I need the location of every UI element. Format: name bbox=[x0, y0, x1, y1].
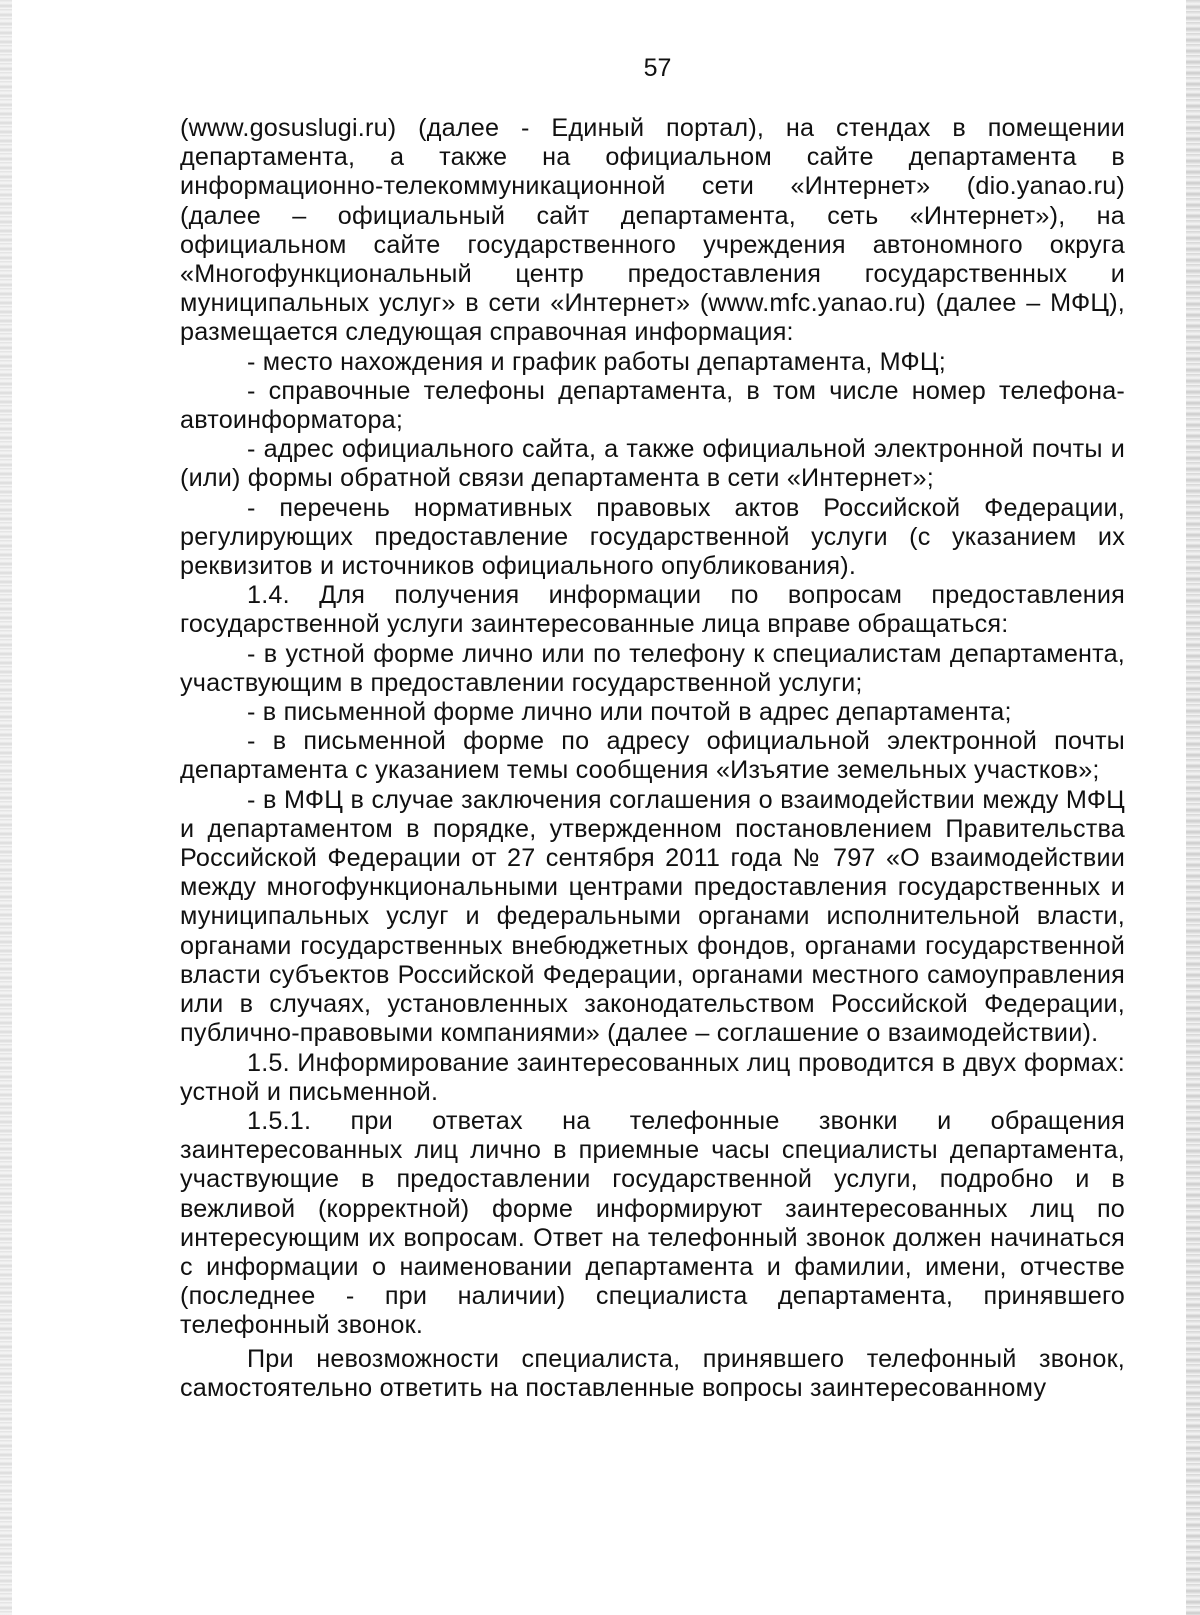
list-item-mfc: - в МФЦ в случае заключения соглашения о взаимодействии между МФЦ и департаментом в порядке, утвержденном постановлением Правительства Российской Федерации от 27 сентября 2011 года № 797 «О взаимодействии между многофункциональными центрами предоставления государственных и муниципальных услуг и федеральными органами исполнительной власти, органами государственных внебюджетных фондов, органами государственной власти субъектов Российской Федерации, органами местного самоуправления или в случаях, установленных законодательством Российской Федерации, публично-правовыми компаниями» (далее – соглашение о взаимодействии). bbox=[180, 785, 1125, 1048]
paragraph-1-5-1: 1.5.1. при ответах на телефонные звонки и обращения заинтересованных лиц лично в приемные часы специалисты департамента, участвующие в предоставлении государственной услуги, подробно и в вежливой (корректной) форме информируют заинтересованных лиц по интересующим их вопросам. Ответ на телефонный звонок должен начинаться с информации о наименовании департамента и фамилии, имени, отчестве (последнее - при наличии) специалиста департамента, принявшего телефонный звонок. bbox=[180, 1106, 1125, 1340]
scan-edge-left bbox=[0, 0, 12, 1615]
list-item-legal-acts: - перечень нормативных правовых актов Российской Федерации, регулирующих предоставление государственной услуги (с указанием их реквизитов и источников официального опубликования). bbox=[180, 493, 1125, 581]
list-item-location: - место нахождения и график работы департамента, МФЦ; bbox=[247, 347, 946, 376]
paragraph-1-4: 1.4. Для получения информации по вопросам предоставления государственной услуги заинтересованные лица вправе обращаться: bbox=[180, 581, 1125, 639]
document-body bbox=[180, 114, 1125, 1403]
list-item-written-mail: - в письменной форме лично или почтой в адрес департамента; bbox=[247, 698, 1012, 727]
list-item-phones: - справочные телефоны департамента, в том числе номер телефона-автоинформатора; bbox=[180, 376, 1125, 435]
list-item-oral: - в устной форме лично или по телефону к специалистам департамента, участвующим в предоставлении государственной услуги; bbox=[180, 639, 1125, 697]
scan-edge-right bbox=[1186, 0, 1200, 1615]
list-item-written-email: - в письменной форме по адресу официальной электронной почты департамента с указанием темы сообщения «Изъятие земельных участков»; bbox=[180, 727, 1125, 785]
list-item-website: - адрес официального сайта, а также официальной электронной почты и (или) формы обратной связи департамента в сети «Интернет»; bbox=[180, 435, 1125, 493]
paragraph-intro: (www.gosuslugi.ru) (далее - Единый портал), на стендах в помещении департамента, а также на официальном сайте департамента в информационно-телекоммуникационной сети «Интернет» (dio.yanao.ru) (далее – официальный сайт департамента, сеть «Интернет»), на официальном сайте государственного учреждения автономного округа «Многофункциональный центр предоставления государственных и муниципальных услуг» в сети «Интернет» (www.mfc.yanao.ru) (далее – МФЦ), размещается следующая справочная информация: bbox=[180, 114, 1125, 347]
page-number: 57 bbox=[643, 54, 672, 82]
paragraph-1-5: 1.5. Информирование заинтересованных лиц проводится в двух формах: устной и письменной. bbox=[180, 1048, 1125, 1106]
paragraph-continuation: При невозможности специалиста, принявшего телефонный звонок, самостоятельно ответить на поставленные вопросы заинтересованному bbox=[180, 1344, 1125, 1402]
